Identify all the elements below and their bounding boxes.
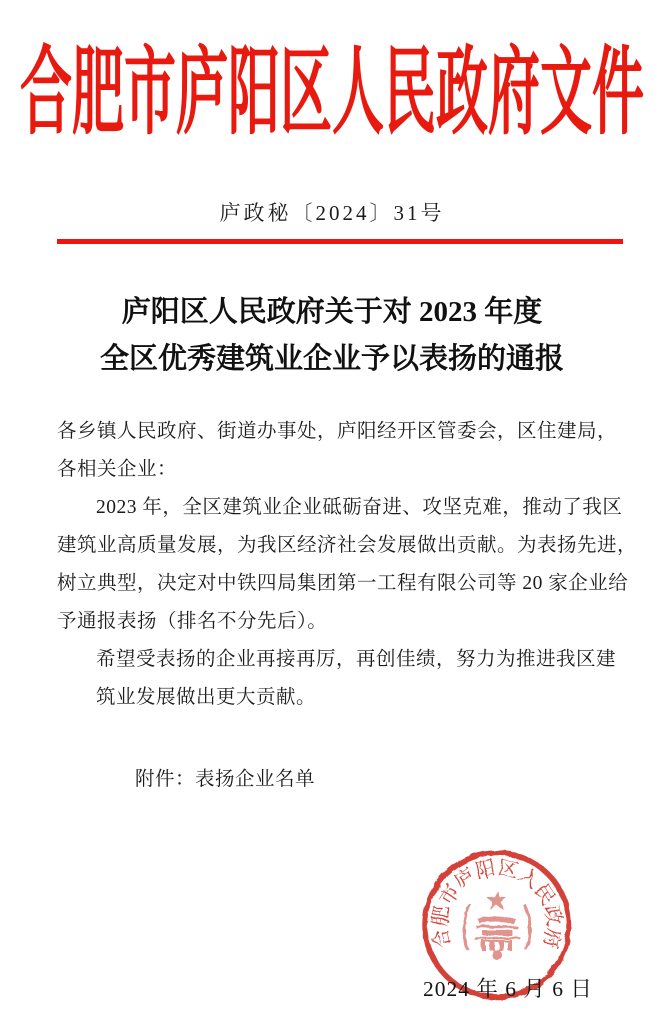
body-line: 各相关企业：	[57, 459, 178, 480]
document-title	[0, 289, 664, 383]
body-line: 各乡镇人民政府、街道办事处，庐阳经开区管委会，区住建局，	[57, 421, 618, 442]
attachment-note: 附件：表扬企业名单	[135, 769, 316, 790]
document-number: 庐政秘〔2024〕31号	[219, 201, 445, 225]
body-line: 建筑业高质量发展，为我区经济社会发展做出贡献。为表扬先进，	[57, 535, 638, 556]
seal-text: 合肥市庐阳区人民政府	[429, 857, 565, 951]
body-line: 予通报表扬（排名不分先后）。	[57, 611, 328, 632]
header-divider-line	[57, 239, 623, 244]
body-line: 2023 年，全区建筑业企业砥砺奋进、攻坚克难，推动了我区	[96, 497, 623, 518]
body-line: 筑业发展做出更大贡献。	[96, 687, 317, 708]
document-title-line2: 全区优秀建筑业企业予以表扬的通报	[99, 343, 564, 375]
body-line: 希望受表扬的企业再接再厉，再创佳绩，努力为推进我区建	[96, 649, 617, 670]
letterhead-title: 合肥市庐阳区人民政府文件	[19, 41, 644, 148]
national-emblem-icon	[464, 890, 530, 960]
body-line: 树立典型，决定对中铁四局集团第一工程有限公司等 20 家企业给	[57, 573, 629, 594]
document-title-line1: 庐阳区人民政府关于对 2023 年度	[121, 296, 543, 328]
document-date: 2024 年 6 月 6 日	[423, 977, 593, 1001]
document-body	[57, 413, 638, 799]
